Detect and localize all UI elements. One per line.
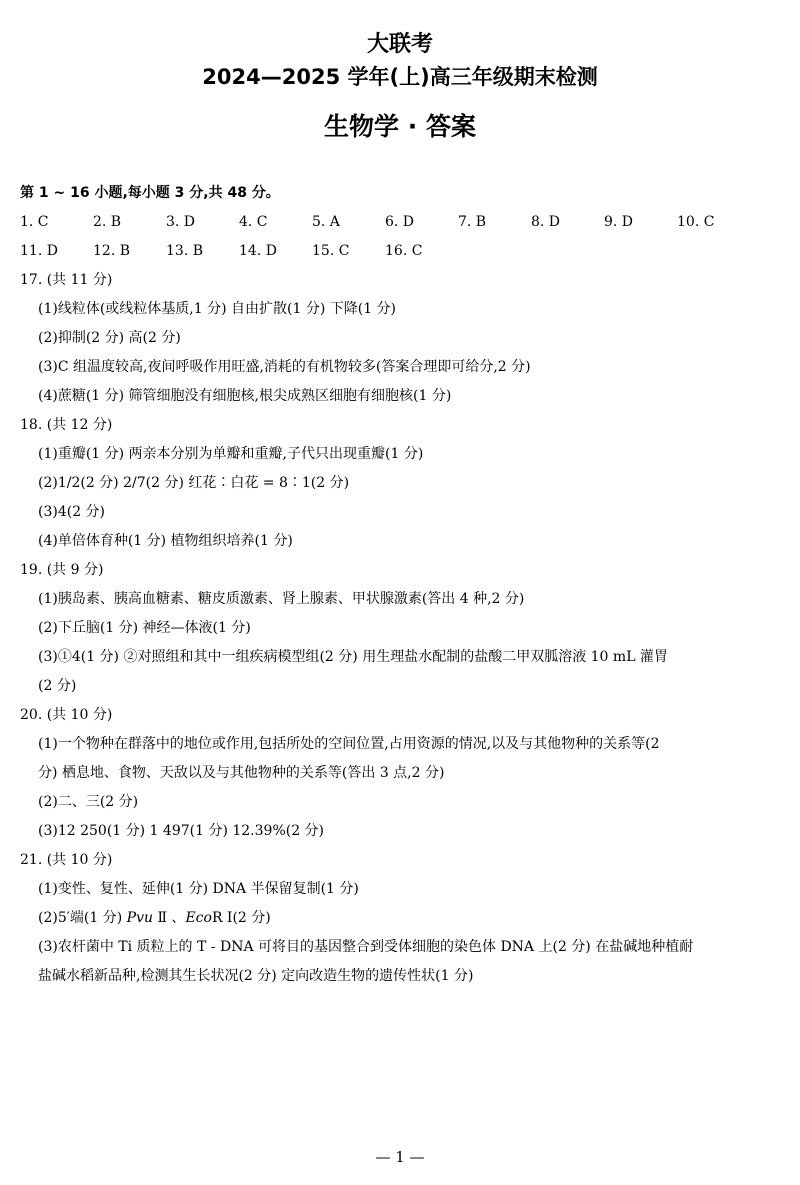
answer-body xyxy=(20,178,785,991)
page-title: 生物学 · 答案 xyxy=(324,112,476,141)
q18-part-2: (2)1/2(2 分) 2/7(2 分) 红花∶白花 = 8∶1(2 分) xyxy=(38,475,350,491)
q21-heading: 21. (共 10 分) xyxy=(20,852,113,868)
mc-answer: 3. D xyxy=(166,214,196,230)
enzyme-eco: Eco xyxy=(185,910,212,926)
mc-answer: 11. D xyxy=(20,243,58,259)
q18-part-4: (4)单倍体育种(1 分) 植物组织培养(1 分) xyxy=(38,533,293,549)
page-number: — 1 — xyxy=(375,1148,425,1166)
mc-answer: 16. C xyxy=(385,243,423,259)
mc-answer: 13. B xyxy=(166,243,204,259)
q20-part-3: (3)12 250(1 分) 1 497(1 分) 12.39%(2 分) xyxy=(38,823,325,839)
mc-answer: 8. D xyxy=(531,214,561,230)
q17-part-1: (1)线粒体(或线粒体基质,1 分) 自由扩散(1 分) 下降(1 分) xyxy=(38,301,397,317)
mc-answer: 7. B xyxy=(458,214,487,230)
header xyxy=(0,30,800,144)
q17-part-3: (3)C 组温度较高,夜间呼吸作用旺盛,消耗的有机物较多(答案合理即可给分,2 分) xyxy=(38,359,531,375)
q20-heading: 20. (共 10 分) xyxy=(20,707,113,723)
q19-part-3: (3)①4(1 分) ②对照组和其中一组疾病模型组(2 分) 用生理盐水配制的盐酸二甲双胍溶液 10 mL 灌胃 xyxy=(38,649,668,665)
q21-part-2 xyxy=(20,904,785,933)
q17-part-4: (4)蔗糖(1 分) 筛管细胞没有细胞核,根尖成熟区细胞有细胞核(1 分) xyxy=(38,388,452,404)
enzyme-pvu: Pvu xyxy=(126,910,154,926)
q20-part-2: (2)二、三(2 分) xyxy=(38,794,139,810)
mc-answer: 9. D xyxy=(604,214,634,230)
q19-part-1: (1)胰岛素、胰高血糖素、糖皮质激素、肾上腺素、甲状腺激素(答出 4 种,2 分) xyxy=(38,591,525,607)
mc-answer: 6. D xyxy=(385,214,415,230)
mc-answer: 2. B xyxy=(93,214,122,230)
q18-part-1: (1)重瓣(1 分) 两亲本分别为单瓣和重瓣,子代只出现重瓣(1 分) xyxy=(38,446,424,462)
mc-answer: 5. A xyxy=(312,214,340,230)
q21-part-2-post: R Ⅰ(2 分) xyxy=(211,910,271,926)
mc-answers-row-2 xyxy=(20,237,785,266)
q19-part-3-cont: (2 分) xyxy=(38,678,77,694)
q18-heading: 18. (共 12 分) xyxy=(20,417,113,433)
q20-part-1: (1)一个物种在群落中的地位或作用,包括所处的空间位置,占用资源的情况,以及与其他物种的关系等(2 xyxy=(38,736,660,752)
q17-heading: 17. (共 11 分) xyxy=(20,272,113,288)
mc-answer: 14. D xyxy=(239,243,277,259)
org-name: 大联考 xyxy=(366,32,433,57)
exam-title: 2024—2025 学年(上)高三年级期末检测 xyxy=(202,65,598,89)
mc-intro: 第 1 ~ 16 小题,每小题 3 分,共 48 分。 xyxy=(20,185,280,201)
mc-answer: 1. C xyxy=(20,214,49,230)
q21-part-3-cont: 盐碱水稻新品种,检测其生长状况(2 分) 定向改造生物的遗传性状(1 分) xyxy=(38,968,474,984)
q19-heading: 19. (共 9 分) xyxy=(20,562,104,578)
mc-answer: 4. C xyxy=(239,214,268,230)
mc-answer: 12. B xyxy=(93,243,131,259)
mc-answer: 15. C xyxy=(312,243,350,259)
q18-part-3: (3)4(2 分) xyxy=(38,504,106,520)
mc-answers-row-1 xyxy=(20,208,785,237)
q21-part-3: (3)农杆菌中 Ti 质粒上的 T - DNA 可将目的基因整合到受体细胞的染色体 DNA 上(2 分) 在盐碱地种植耐 xyxy=(38,939,694,955)
q19-part-2: (2)下丘脑(1 分) 神经—体液(1 分) xyxy=(38,620,251,636)
q21-part-1: (1)变性、复性、延伸(1 分) DNA 半保留复制(1 分) xyxy=(38,881,359,897)
q20-part-1-cont: 分) 栖息地、食物、天敌以及与其他物种的关系等(答出 3 点,2 分) xyxy=(38,765,445,781)
q21-part-2-mid: Ⅱ 、 xyxy=(153,910,186,926)
q17-part-2: (2)抑制(2 分) 高(2 分) xyxy=(38,330,181,346)
q21-part-2-pre: (2)5′端(1 分) xyxy=(38,910,127,926)
mc-answer: 10. C xyxy=(677,214,715,230)
